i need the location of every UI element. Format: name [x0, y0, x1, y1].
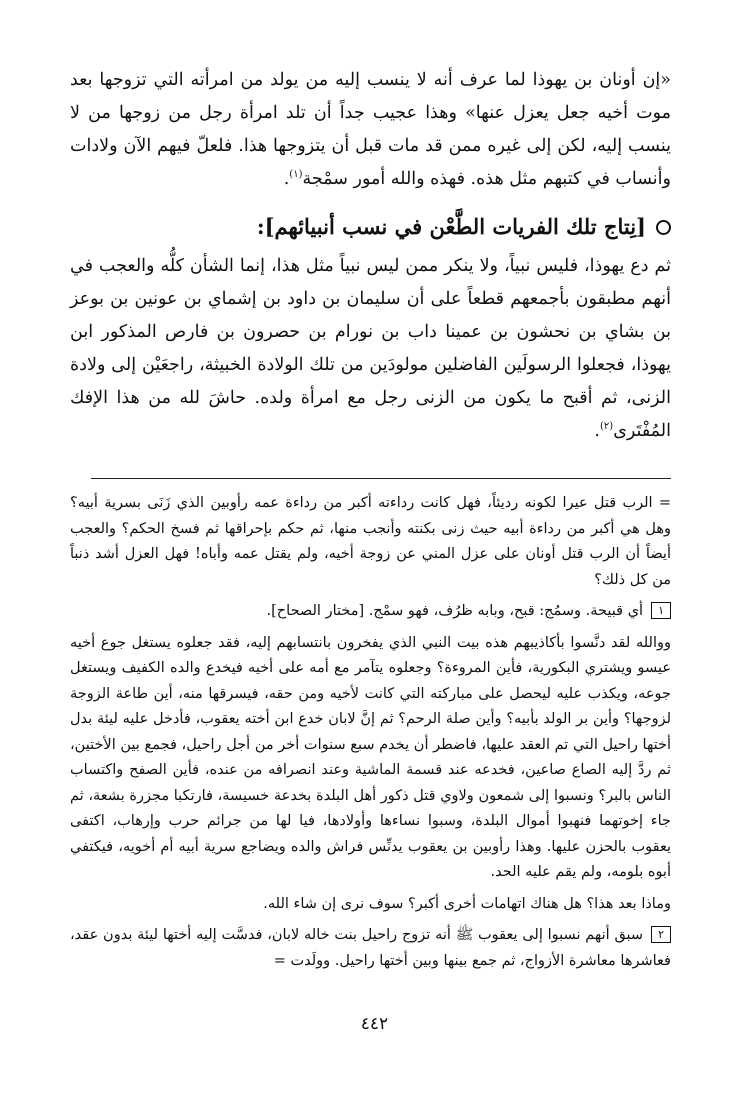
footnotes: [70, 491, 671, 974]
section-heading: [70, 210, 671, 244]
footnote-1-paragraph-2: ووالله لقد دنَّسوا بأكاذيبهم هذه بيت النبي الذي يفخرون بانتسابهم إليه، فقد جعلوه يستغل جوع أخيه عيسو ويشتري البكورية، فأين المروءة؟ وجعلوه يتآمر مع أمه على أخيه فيخدع والده الكفيف ويستغل جوعه، ويكذب عليه ليحصل على مباركته التي كانت لأخيه ومن حقه، فيسرقها منه، أين طاعة الزوجة لزوجها؟ وأين بر الولد بأبيه؟ وأين صلة الرحم؟ ثم إنَّ لابان خدع ابن أخته يعقوب، فأدخل عليه ليئة بدل أختها راحيل التي تم العقد عليها، فاضطر أن يخدم سبع سنوات أخر من أجل راحيل، فجمع بين الأختين، ثم ردَّ إليه الصاع صاعين، فخدعه عند قسمة الماشية وعند انصرافه من عنده، فأين الصفح واكتساب الناس بالبر؟ ونسبوا إلى شمعون ولاوي قتل ذكور أهل البلدة بخدعة خسيسة، فارتكبا مجزرة بشعة، ثم جاء إخوتهما فنهبوا أموال البلدة، وسبوا نساءها وأولادها، فيا لها من جرائم حرب وإرهاب، اكتفى يعقوب بالحزن عليها. وهذا رأوبين بن يعقوب يدنِّس فراش والده ويضاجع سرية أبيه أم أخويه، فيكتفي أبوه بلومه، ولم يقم عليه الحد.: [70, 634, 671, 880]
footnote-2-text: سبق أنهم نسبوا إلى يعقوب ﷺ أنه تزوج راحيل بنت خاله لابان، فدسَّت إليه أختها ليئة بدون عقد، فعاشرها معاشرة الأزواج، ثم جمع بينها وبين أختها راحيل. وولَدت =: [70, 927, 671, 969]
section-heading-text: [نِتاج تلك الفريات الطَّعْن في نسب أنبيائهم]:: [256, 214, 646, 239]
page-number: ٤٤٢: [360, 1014, 389, 1034]
footnote-1-paragraph-3: وماذا بعد هذا؟ هل هناك اتهامات أخرى أكبر؟ سوف نرى إن شاء الله.: [263, 895, 671, 912]
footnote-1-text: أي قبيحة. وسمُج: قبح، وبابه ظرُف، فهو سمْج. [مختار الصحاح].: [266, 603, 644, 619]
circle-bullet-icon: [656, 220, 671, 235]
paragraph-2: [70, 250, 671, 448]
paragraph-1-text: «إن أونان بن يهوذا لما عرف أنه لا ينسب إليه من يولد من امرأته التي تزوجها بعد موت أخيه جعل يعزل عنها» وهذا عجيب جداً أن تلد امرأة رجل من زوجها من لا ينسب إليه، لكن إلى غيره ممن قد مات قبل أن يتزوجها هذا. فلعلّ فيهم الآن ولادات وأنساب في كتبهم مثل هذه. فهذه والله أمور سمْجة: [70, 70, 671, 189]
paragraph-2-end: .: [594, 421, 600, 441]
footnote-separator: [91, 478, 671, 479]
footnote-1: [70, 599, 671, 625]
paragraph-1: [70, 64, 671, 196]
footnote-2: [70, 923, 671, 974]
footnote-ref-2[interactable]: (٢): [600, 421, 614, 433]
paragraph-1-end: .: [283, 169, 290, 189]
main-text: [70, 64, 671, 448]
footnote-continuation: = الرب قتل عيرا لكونه رديئاً، فهل كانت رداءته أكبر من رداءة عمه رأوبين الذي زَنَى بسرية أبيه؟ وهل هي أكبر من رداءة أبيه حيث زنى بكنته وأنجب منها، ثم حكم بإحراقها ثم فسخ الحكم؟ والعجب أيضاً أن الرب قتل أونان على عزل المني عن زوجة أخيه، ولم يقتل عمه وأباه! فهل العزل أشد ذنباً من كل ذلك؟: [70, 495, 671, 588]
paragraph-2-text: ثم دع يهوذا، فليس نبياً، ولا ينكر ممن ليس نبياً مثل هذا، إنما الشأن كلُّه والعجب في أنهم مطبقون بأجمعهم قطعاً على أن سليمان بن داود بن إشماي بن عونين بن بوعز بن بشاي بن نحشون بن عمينا داب بن نورام بن حصرون بن فارص المذكور ابن يهوذا، فجعلوا الرسولَين الفاضلين مولودَين من تلك الولادة الخبيثة، راجعَيْن إلى ولادة الزنى، ثم أقبح ما يكون من الزنى رجل مع امرأة ولده. حاشَ لله من هذا الإفك المُفْتَرى: [70, 256, 671, 441]
footnote-ref-1[interactable]: (١): [289, 169, 303, 181]
footnote-1-number: ١: [651, 602, 671, 619]
footnote-2-number: ٢: [651, 926, 671, 943]
